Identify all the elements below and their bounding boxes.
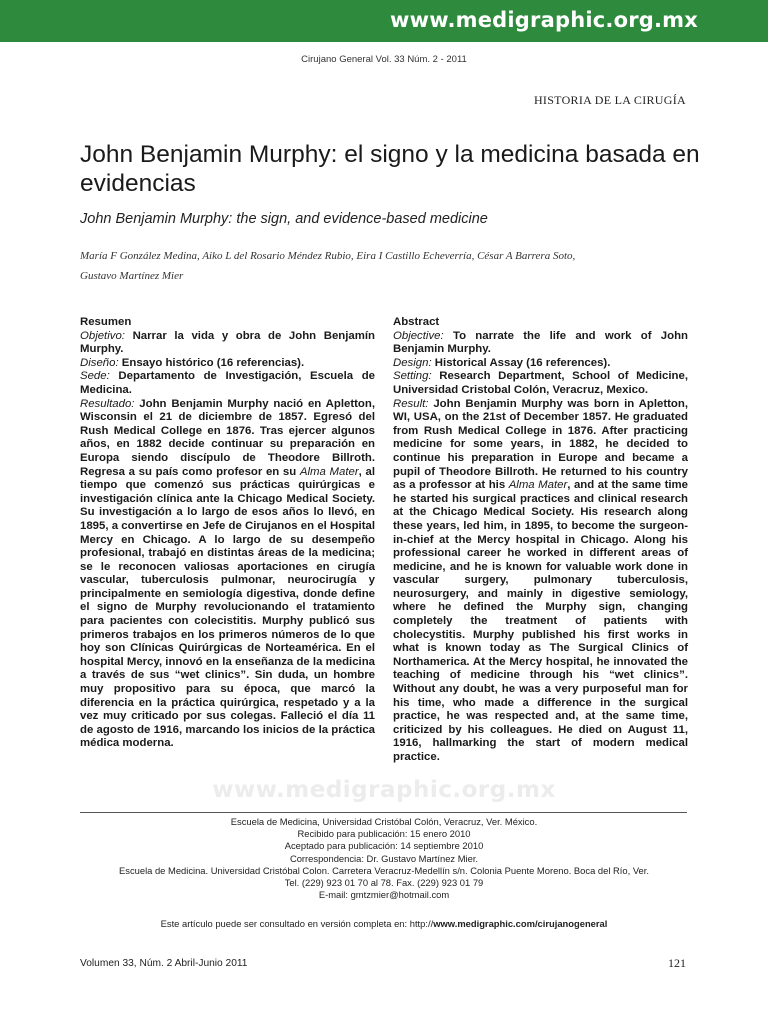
abstract-heading: Abstract	[393, 316, 440, 328]
footer-line: Aceptado para publicación: 14 septiembre 2010	[284, 840, 484, 852]
footer-line: Recibido para publicación: 15 enero 2010	[297, 828, 471, 840]
abstract-objective	[393, 330, 688, 357]
resultado-label: Resultado:	[80, 397, 135, 410]
result-label: Result:	[393, 397, 429, 410]
resumen-heading: Resumen	[80, 316, 132, 328]
sede-label: Sede:	[80, 370, 110, 383]
journal-citation: Cirujano General Vol. 33 Núm. 2 - 2011	[301, 54, 467, 65]
sede-text: Departamento de Investigación, Escuela de Medicina.	[80, 370, 375, 396]
footer-email[interactable]: E-mail: gmtzmier@hotmail.com	[318, 889, 450, 901]
watermark: www.medigraphic.org.mx	[212, 777, 556, 803]
resumen-sede	[80, 370, 375, 397]
diseno-text: Ensayo histórico (16 referencias).	[121, 356, 305, 369]
resumen-diseno	[80, 357, 375, 371]
affiliation-footer	[0, 816, 768, 901]
setting-label: Setting:	[393, 370, 432, 383]
authors-line-2: Gustavo Martínez Mier	[80, 270, 184, 282]
footer-line: Tel. (229) 923 01 70 al 78. Fax. (229) 923 01 79	[284, 877, 484, 889]
resultado-text-1: John Benjamin Murphy nació en Apletton, Wisconsin el 21 de diciembre de 1857. Egresó del Rush Medical College en 1876. Tras ejercer algunos años, en 1882 decide continuar su preparación en Europa siendo discípulo de Theodore Billroth. Regresa a su país como profesor en su	[80, 397, 375, 478]
footer-divider	[80, 812, 687, 813]
objective-text: To narrate the life and work of John Benjamin Murphy.	[393, 329, 688, 356]
page-number: 121	[668, 956, 686, 970]
resumen-column	[80, 316, 375, 751]
availability-note	[0, 918, 768, 929]
result-text-2: , and at the same time he started his surgical practices and clinical research at the Chicago Medical Society. His research along these years, led him, in 1895, to become the surgeon-in-chief at the Mercy hospital in Chicago. Along his professional career he worked in different areas of medicine, and he is known for valuable work done in vascular surgery, pulmonary tuberculosis, neurosurgery, and mainly in digestive semiology, where he defined the Murphy sign, changing completely the treatment of patients with cholecystitis. Murphy published his first works in what is known today as The Surgical Clinics of Northamerica. At the Mercy hospital, he innovated the teaching of medicine through his “wet clinics”. Without any doubt, he was a very purposeful man for his time, who made a difference in the surgical practice, he was respected and, at the same time, criticized by his colleagues. He died on August 11, 1916, hallmarking the start of modern medical practice.	[393, 479, 688, 763]
resultado-text-2: , al tiempo que comenzó sus prácticas quirúrgicas e investigación clínica ante la Chicago Medical Society. Su investigación a lo largo de esos años lo llevó, en 1895, a convertirse en Jefe de Cirujanos en el Hospital Mercy en Chicago. A lo largo de su desempeño profesional, trabajó en distintas áreas de la medicina; se le reconocen valiosas aportaciones en cirugía vascular, tuberculosis pulmonar, neurocirugía y principalmente en semiología digestiva, donde define el signo de Murphy revolucionando el tratamiento para pacientes con colecistitis. Murphy publicó sus primeros trabajos en los primeros números de lo que hoy son Clínicas Quirúrgicas de Norteamérica. En el hospital Mercy, innovó en la enseñanza de la medicina a través de sus “wet clinics”. Sin duda, un hombre muy propositivo para su época, que marcó la diferencia en la práctica quirúrgica, respetado y a la vez muy criticado por sus colegas. Falleció el día 11 de agosto de 1916, marcando los inicios de la práctica médica moderna.	[80, 465, 375, 750]
design-text: Historical Assay (16 references).	[434, 356, 611, 369]
design-label: Design:	[393, 356, 432, 369]
section-label: HISTORIA DE LA CIRUGÍA	[533, 93, 686, 107]
header-bar	[0, 0, 768, 42]
abstract-column	[393, 316, 688, 765]
diseno-label: Diseño:	[80, 356, 119, 369]
alma-mater-es: Alma Mater	[299, 465, 359, 478]
authors-line-1: María F González Medina, Aiko L del Rosario Méndez Rubio, Eira I Castillo Echeverría, César A Barrera Soto,	[80, 250, 576, 262]
availability-link[interactable]: www.medigraphic.com/cirujanogeneral	[433, 918, 608, 929]
result-text-1: John Benjamin Murphy was born in Apletton, WI, USA, on the 21st of December 1857. He graduated from Rush Medical College in 1876. After practicing medicine for some years, in 1882, he decided to continue his preparation in Europe and became a pupil of Theodore Billroth. He returned to his country as a professor at his	[393, 397, 689, 492]
resumen-resultado	[80, 398, 375, 751]
availability-prefix: Este artículo puede ser consultado en versión completa en: http://	[160, 918, 434, 929]
setting-text: Research Department, School of Medicine, Universidad Cristobal Colón, Veracruz, Mexico.	[393, 370, 688, 396]
objetivo-text: Narrar la vida y obra de John Benjamín Murphy.	[80, 329, 375, 356]
volume-info: Volumen 33, Núm. 2 Abril-Junio 2011	[80, 958, 248, 969]
article-subtitle: John Benjamin Murphy: the sign, and evidence-based medicine	[80, 211, 488, 227]
site-url[interactable]: www.medigraphic.org.mx	[390, 8, 698, 32]
objective-label: Objective:	[393, 329, 444, 342]
author-list	[80, 246, 700, 286]
abstract-setting	[393, 370, 688, 397]
objetivo-label: Objetivo:	[80, 329, 125, 342]
resumen-objetivo	[80, 330, 375, 357]
footer-line: Escuela de Medicina, Universidad Cristóbal Colón, Veracruz, Ver. México.	[230, 816, 538, 827]
footer-line: Correspondencia: Dr. Gustavo Martínez Mier.	[289, 852, 479, 864]
article-title: John Benjamin Murphy: el signo y la medicina basada en evidencias	[80, 141, 700, 197]
alma-mater-en: Alma Mater	[508, 479, 568, 492]
footer-line: Escuela de Medicina. Universidad Cristóbal Colon. Carretera Veracruz-Medellín s/n. Colonia Puente Moreno. Boca del Río, Ver.	[119, 864, 649, 876]
abstract-result	[393, 398, 688, 765]
abstract-design	[393, 357, 688, 371]
